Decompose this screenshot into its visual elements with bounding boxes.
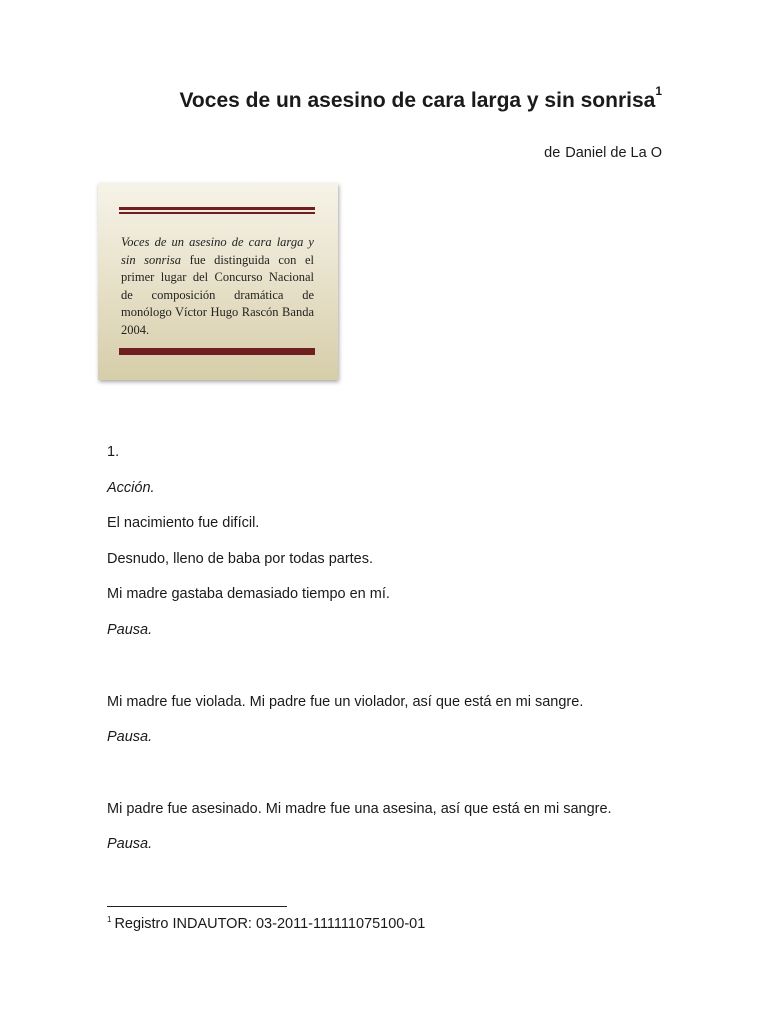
- award-description: fue distinguida con el primer lugar del Concurso Nacional de composición dramática de monólogo Víctor Hugo Rascón Banda 2004.: [121, 252, 315, 337]
- body-line: El nacimiento fue difícil.: [107, 515, 260, 531]
- body-line: Mi madre gastaba demasiado tiempo en mí.: [107, 586, 390, 602]
- author-line: [0, 145, 662, 161]
- award-italic-title: Voces de un asesino de cara larga y sin sonrisa: [121, 235, 314, 267]
- author-name: Daniel de La O: [565, 145, 662, 161]
- stage-direction-pausa: Pausa.: [107, 622, 153, 638]
- footnote: [107, 915, 425, 932]
- award-callout-box: [98, 183, 338, 380]
- award-text: [121, 234, 314, 340]
- footnote-separator: [107, 906, 287, 907]
- body-line: Mi padre fue asesinado. Mi madre fue una asesina, así que está en mi sangre.: [107, 801, 612, 817]
- footnote-text: Registro INDAUTOR: 03-2011-111111075100-01: [114, 915, 426, 932]
- stage-direction-pausa: Pausa.: [107, 729, 153, 745]
- stage-direction-pausa: Pausa.: [107, 836, 153, 852]
- scene-number: 1.: [107, 444, 120, 460]
- author-prefix: de: [544, 145, 561, 161]
- body-line: Desnudo, lleno de baba por todas partes.: [107, 551, 374, 567]
- callout-top-bar: [119, 207, 315, 210]
- callout-top-bar-thin: [119, 212, 315, 214]
- document-title: [0, 84, 662, 113]
- title-footnote-mark: 1: [655, 84, 662, 98]
- callout-bottom-bar: [119, 348, 315, 355]
- footnote-mark: 1: [107, 915, 112, 924]
- body-line: Mi madre fue violada. Mi padre fue un violador, así que está en mi sangre.: [107, 694, 584, 710]
- title-text: Voces de un asesino de cara larga y sin sonrisa: [179, 89, 656, 112]
- stage-direction-accion: Acción.: [107, 480, 155, 496]
